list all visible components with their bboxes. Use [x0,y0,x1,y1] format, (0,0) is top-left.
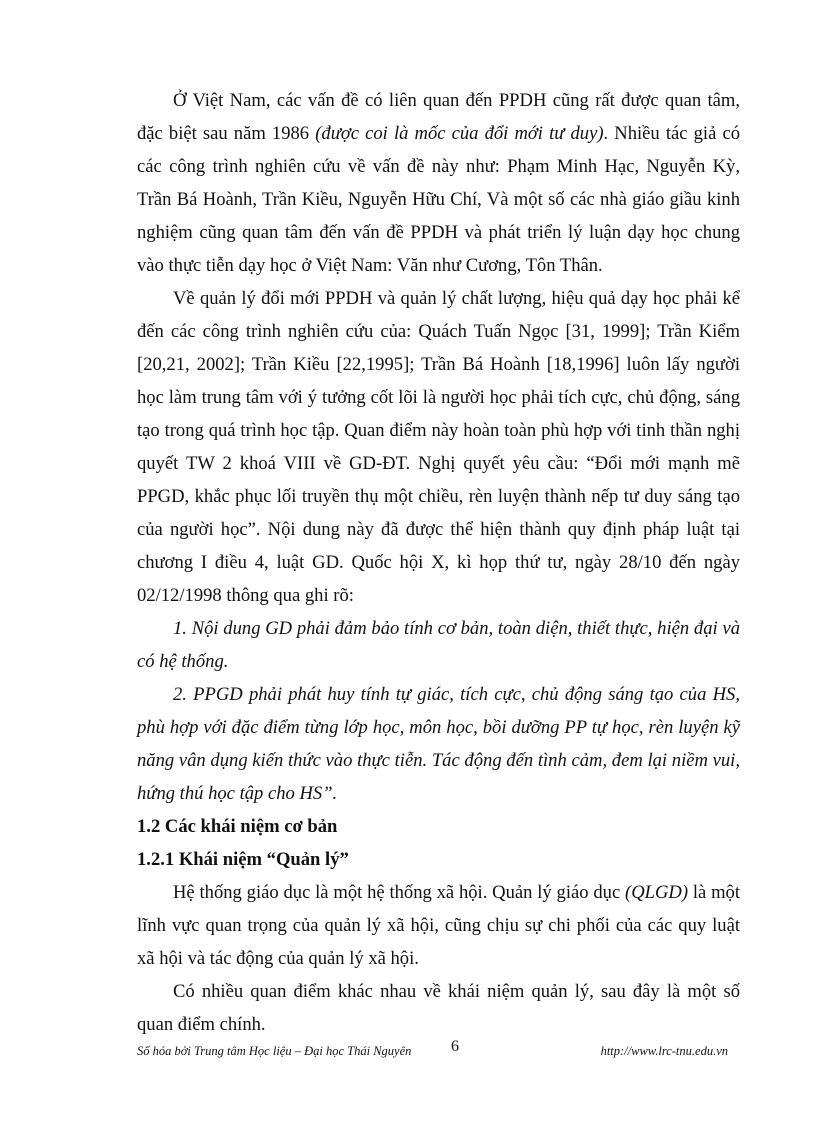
page-footer [137,1038,740,1062]
footer-source: Số hóa bởi Trung tâm Học liệu – Đại học Thái Nguyên [137,1044,412,1058]
paragraph-2: Về quản lý đổi mới PPDH và quản lý chất lượng, hiệu quả dạy học phải kể đến các công trình nghiên cứu của: Quách Tuấn Ngọc [31, 1999]; Trần Kiểm [20,21, 2002]; Trần Kiều [22,1995]; Trần Bá Hoành [18,1996] luôn lấy người học làm trung tâm với ý tưởng cốt lõi là người học phải tích cực, chủ động, sáng tạo trong quá trình học tập. Quan điểm này hoàn toàn phù hợp với tinh thần nghị quyết TW 2 khoá VIII về GD-ĐT. Nghị quyết yêu cầu: “Đổi mới mạnh mẽ PPGD, khắc phục lối truyền thụ một chiều, rèn luyện thành nếp tư duy sáng tạo của người học”. Nội dung này đã được thể hiện thành quy định pháp luật tại chương I điều 4, luật GD. Quốc hội X, kì họp thứ tư, ngày 28/10 đến ngày 02/12/1998 thông qua ghi rõ: [137,288,740,606]
page-body [137,84,740,1041]
quote-item-1: 1. Nội dung GD phải đảm bảo tính cơ bản, toàn diện, thiết thực, hiện đại và có hệ thống. [137,618,740,672]
paragraph-5-text-a: Hệ thống giáo dục là một hệ thống xã hội. Quản lý giáo dục [173,882,626,903]
paragraph-1-text-c: . Nhiều tác giả có các công trình nghiên cứu về vấn đề này như: Phạm Minh Hạc, Nguyễn Kỳ, Trần Bá Hoành, Trần Kiều, Nguyễn Hữu Chí, Và một số các nhà giáo giầu kinh nghiệm cũng quan tâm đến vấn đề PPDH và phát triển lý luận dạy học chung vào thực tiễn dạy học ở Việt Nam: Văn như Cương, Tôn Thân. [137,123,740,276]
footer-url: http://www.lrc-tnu.edu.vn [600,1044,728,1058]
paragraph-5 [137,876,740,975]
subsection-heading: 1.2.1 Khái niệm “Quản lý” [137,849,349,870]
section-heading: 1.2 Các khái niệm cơ bản [137,816,338,837]
paragraph-1-italic: (được coi là mốc của đổi mới tư duy) [315,123,604,144]
paragraph-1-text-a: Ở Việt Nam, các vấn đề có liên quan đến PPDH cũng rất được quan tâm, đặc biệt sau năm 1986 [137,90,740,144]
paragraph-1 [137,84,740,282]
paragraph-5-text-c: là một lĩnh vực quan trọng của quản lý xã hội, cũng chịu sự chi phối của các quy luật xã hội và tác động của quản lý xã hội. [137,882,740,969]
paragraph-5-italic: (QLGD) [625,882,689,903]
quote-item-2: 2. PPGD phải phát huy tính tự giác, tích cực, chủ động sáng tạo của HS, phù hợp với đặc điểm từng lớp học, môn học, bồi dưỡng PP tự học, rèn luyện kỹ năng vân dụng kiến thức vào thực tiễn. Tác động đến tình cảm, đem lại niềm vui, hứng thú học tập cho HS”. [137,684,740,804]
paragraph-6: Có nhiều quan điểm khác nhau về khái niệm quản lý, sau đây là một số quan điểm chính. [137,981,740,1035]
page-number: 6 [451,1038,459,1055]
